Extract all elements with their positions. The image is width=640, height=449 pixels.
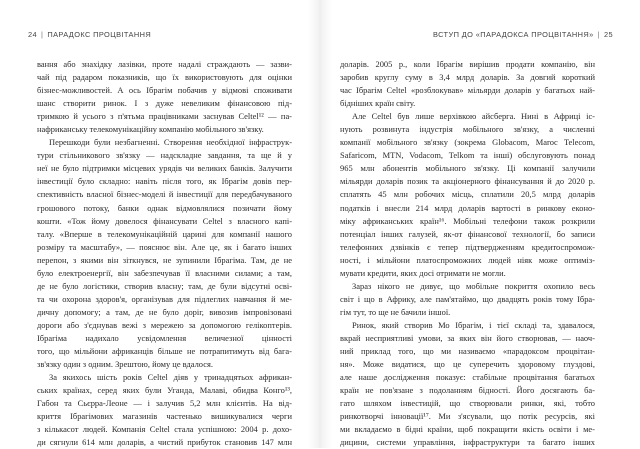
right-page-number: 25: [603, 30, 613, 39]
body-line: доларів. 2005 р., коли Ібрагім вирішив продати компанію, він: [340, 59, 595, 69]
body-line: потенціал інших галузей, як-от фінансової технології, бо записи: [340, 228, 595, 239]
body-line: країн не пов'язане з подоланням бідності. Його досягають ба-: [340, 385, 595, 396]
running-head-separator: |: [597, 30, 600, 39]
body-line: де не було логістики, створив власну; там, де були відсутні осві-: [37, 280, 292, 291]
body-line: грошового потоку, банки однак відмовлялися позичати йому: [37, 202, 292, 213]
body-line: ських країнах, серед яких були Уганда, Малаві, обидва Конго¹³,: [37, 385, 292, 396]
body-line: криття Ібрагімових магазинів частенько вишикувалися черги: [37, 411, 292, 422]
body-line: тури стільникового зв'язку — надскладне завдання, та ще й у: [37, 150, 292, 161]
body-line: ми вкладаємо в бідні країни, щоб покращити якість освіти і ме-: [340, 424, 595, 435]
body-line: заробив круглу суму в 3,4 млрд доларів. За довгий короткий: [340, 72, 595, 83]
body-line: Перешкоди були незбагненні. Створення необхідної інфраструк-: [49, 137, 292, 148]
body-line: інвестиції було складно: навіть після того, як Ібрагім довів пер-: [37, 176, 292, 187]
body-line: сплатять 45 млн робочих місць, сплатили 20,5 млрд доларів: [340, 189, 595, 200]
body-line: талу. «Вперше в телекомунікаційній царині для компанії нашого: [37, 228, 292, 239]
body-line: дичну допомогу; а там, де не було доріг, вивозив імпровізовані: [37, 306, 292, 317]
body-line: Габон та Сьєрра-Леоне — і залучив 5,2 млн клієнтів. На від-: [37, 398, 292, 409]
body-line: За якихось шість років Celtel діяв у тринадцятьох африкан-: [49, 372, 292, 383]
body-line: ринкотворчі інновації¹⁷. Ми з'ясували, що потік ресурсів, які: [340, 411, 595, 422]
body-line: гім тут, то ще не бачили іншої.: [340, 306, 451, 317]
body-line: податків і внесли 214 млрд доларів вартості в ринкову еконо-: [340, 202, 595, 213]
left-page-number: 24: [28, 30, 38, 39]
body-line: було електроенергії, він забезпечував її власними силами; а там,: [37, 267, 292, 278]
body-line: кошти. «Тож йому довелося фінансувати Celtel з власного капі-: [37, 215, 292, 226]
body-line: Safaricom, MTN, Vodacom, Telkom та інші) обслуговують понад: [340, 150, 595, 161]
body-line: дицини, системи управління, інфраструктури та багато інших: [340, 437, 595, 448]
left-body-text: [37, 58, 292, 449]
body-line: ний приклад того, що ми називаємо «парадоксом процвітан-: [340, 346, 595, 357]
body-line: ня». Може видатися, що це суперечить здоровому глуздові,: [340, 359, 595, 370]
body-line: чай під радаром показників, що їх використовують для оцінки: [37, 72, 292, 83]
body-line: компанії мобільного зв'язку (зокрема Globacom, Maroc Telecom,: [340, 137, 595, 148]
body-line: шанс створити ринок. І з дуже невеликим фінансовою під-: [37, 98, 292, 109]
left-page: [0, 0, 320, 448]
body-line: спективність власної бізнес-моделі й інвестиції для передбачуваного: [37, 189, 292, 200]
body-line: бізнес-можливостей. А ось Ібрагім побачив у відмові споживати: [37, 85, 292, 96]
body-line: розміру та масштабу», — пояснює він. Але це, як і багато інших: [37, 241, 292, 252]
body-line: 965 млн абонентів мобільного зв'язку. Ці компанії залучили: [340, 163, 595, 174]
left-running-head: [28, 30, 151, 39]
right-running-title: ВСТУП ДО «ПАРАДОКСА ПРОЦВІТАННЯ»: [432, 30, 594, 39]
body-line: вання або знахідку лазівки, проте надалі страждають — зазви-: [37, 59, 292, 69]
right-running-head: [433, 30, 613, 39]
right-body-text: [340, 58, 595, 449]
body-line: нують розвинута індустрія мобільного зв'язку, а численні: [340, 124, 595, 135]
body-line: Ринок, який створив Мо Ібрагім, і тієї складі та, здавалося,: [352, 319, 595, 330]
body-line: нафриканську телекомунікаційну компанію мобільного зв'язку.: [37, 124, 264, 135]
body-line: Ібрагіма надихало усвідомлення величезної цінності: [37, 332, 292, 343]
body-line: того, що мільйони африканців більше не потрапитимуть від бага-: [37, 346, 292, 357]
body-line: ності, і мільйони платоспроможних людей ніяк може оптиміз-: [340, 254, 595, 265]
running-head-separator: |: [41, 30, 44, 39]
body-line: час Ібрагім Celtel «розблокував» мільярди доларів у багатьох най-: [340, 85, 595, 96]
body-line: гато шляхом інвестицій, що створювали ринки, які, тобто: [340, 398, 595, 409]
body-line: тримкою й усього з п'ятьма працівниками заснував Celtel¹² — па-: [37, 111, 292, 122]
body-line: з кількасот людей. Компанія Celtel стала успішною: 2004 р. дохо-: [37, 424, 292, 435]
body-line: мувати кредити, яких досі отримати не могли.: [340, 267, 506, 278]
body-line: перепон, з якими він зіткнувся, не зупинили Ібрагіма. Там, де не: [37, 254, 292, 265]
book-gutter: [308, 0, 332, 448]
body-line: але наше дослідження показує: стабільне процвітання багатьох: [340, 372, 595, 383]
body-line: телефонних дзвінків є тепер підтвердженням кредитоспромож-: [340, 241, 595, 252]
body-line: бідніших країн світу.: [340, 98, 416, 109]
left-running-title: ПАРАДОКС ПРОЦВІТАННЯ: [47, 30, 152, 39]
right-page: [320, 0, 640, 448]
body-line: мільярди доларів позик та акціонерного фінансування й до 2020 р.: [340, 176, 595, 187]
body-line: ди сягнули 614 млн доларів, а чистий прибуток становив 147 млн: [37, 437, 292, 448]
body-line: неї не було підтримки місцевих урядів чи великих банків. Залучити: [37, 163, 292, 174]
body-line: Зараз нікого не дивує, що мобільне покриття охопило весь: [352, 280, 595, 291]
body-line: вкрай несприятливі умови, за яких він його створював, — наоч-: [340, 332, 595, 343]
body-line: міку африканських країн¹⁶. Мобільні телефони також розкрили: [340, 215, 595, 226]
body-line: зв'язку один з одним. Зрештою, йому це вдалося.: [37, 359, 213, 370]
body-line: та чи охорона здоров'я, організував для підлеглих навчання й ме-: [37, 293, 292, 304]
body-line: світ і що в Африку, але пам'ятаймо, що двадцять років тому Ібра-: [340, 293, 595, 304]
body-line: Але Celtel був лише верхівкою айсберга. Нині в Африці іс-: [352, 111, 595, 122]
body-line: дороги або з'єднував вежі з мережею за допомогою гелікоптерів.: [37, 319, 292, 330]
